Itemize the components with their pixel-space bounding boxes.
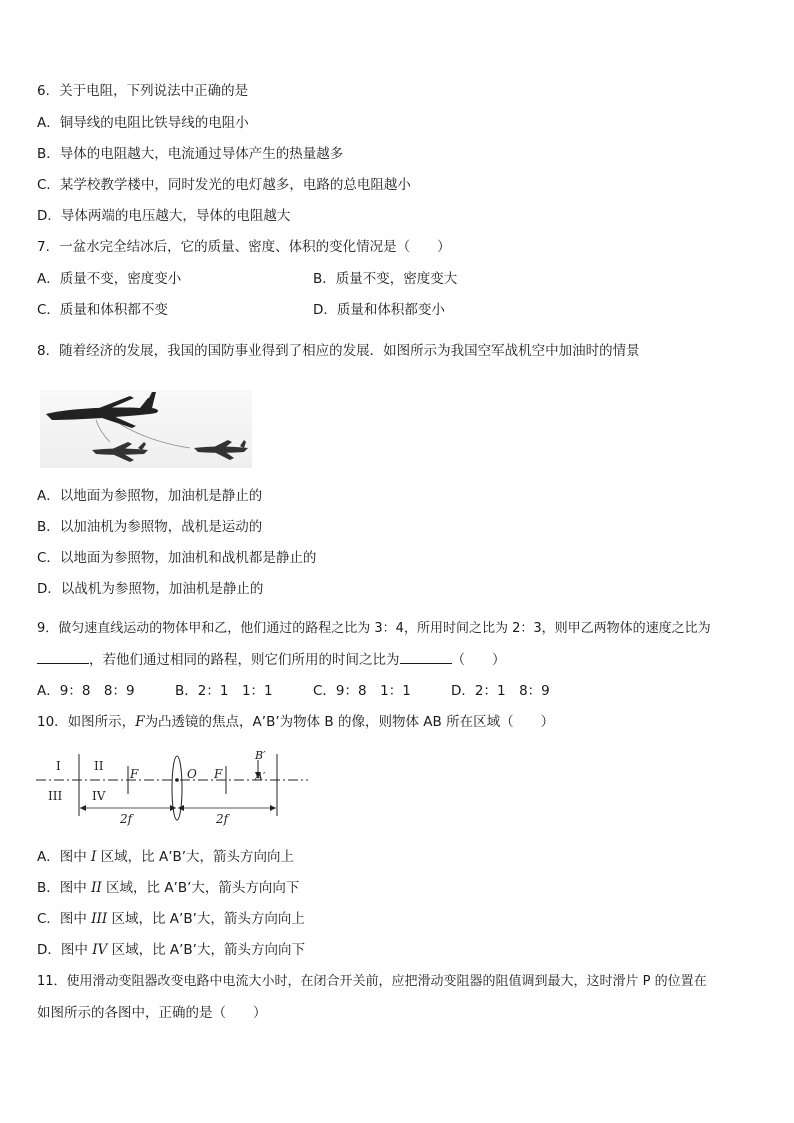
region-label-ii: II xyxy=(94,759,104,773)
q8-option-a: A．以地面为参照物，加油机是静止的 xyxy=(37,488,263,504)
q7-option-d: D．质量和体积都变小 xyxy=(313,302,445,318)
region-label-iii: III xyxy=(48,789,63,803)
distance-label-2f-left: 2f xyxy=(120,812,133,826)
q9-stem-line2: ，若他们通过相同的路程，则它们所用的时间之比为 （ ） xyxy=(37,651,506,669)
q9-option-d: D．2：1 8：9 xyxy=(451,683,550,699)
q10-option-a: A．图中 I 区域，比 A’B’大，箭头方向向上 xyxy=(37,849,295,865)
q10-stem: 10．如图所示，F为凸透镜的焦点，A’B’为物体 B 的像，则物体 AB 所在区域（ ） xyxy=(37,714,555,730)
q10-option-d: D．图中 IV 区域，比 A’B’大，箭头方向向下 xyxy=(37,942,305,958)
image-label-b-prime: B′ xyxy=(255,749,266,762)
answer-blank-2 xyxy=(400,651,452,664)
q7-option-a: A．质量不变，密度变小 xyxy=(37,271,182,287)
q7-option-c: C．质量和体积都不变 xyxy=(37,302,168,318)
q7-option-b: B．质量不变，密度变大 xyxy=(313,271,458,287)
answer-blank-1 xyxy=(37,651,89,664)
focal-label-left: F xyxy=(130,767,139,781)
q10-option-b: B．图中 II 区域，比 A’B’大，箭头方向向下 xyxy=(37,880,300,896)
q9-stem-line1: 9．做匀速直线运动的物体甲和乙，他们通过的路程之比为 3：4，所用时间之比为 2：3，则甲乙两物体的速度之比为 xyxy=(37,621,711,636)
distance-label-2f-right: 2f xyxy=(216,812,229,826)
q10-option-c: C．图中 III 区域，比 A’B’大，箭头方向向上 xyxy=(37,911,305,927)
q6-option-b: B．导体的电阻越大，电流通过导体产生的热量越多 xyxy=(37,146,344,162)
focal-label-right: F xyxy=(214,767,223,781)
image-label-a-prime: A′ xyxy=(255,770,266,783)
lens-diagram xyxy=(36,748,311,828)
q8-option-d: D．以战机为参照物，加油机是静止的 xyxy=(37,581,264,597)
q11-stem-line1: 11．使用滑动变阻器改变电路中电流大小时，在闭合开关前，应把滑动变阻器的阻值调到最大，这时滑片 P 的位置在 xyxy=(37,974,707,989)
q8-option-b: B．以加油机为参照物，战机是运动的 xyxy=(37,519,263,535)
q9-option-b: B．2：1 1：1 xyxy=(175,683,273,699)
q6-option-c: C．某学校教学楼中，同时发光的电灯越多，电路的总电阻越小 xyxy=(37,177,411,193)
q9-option-c: C．9：8 1：1 xyxy=(313,683,411,699)
q9-option-a: A．9：8 8：9 xyxy=(37,683,135,699)
center-label-o: O xyxy=(187,767,197,781)
region-label-iv: IV xyxy=(92,789,106,803)
q8-option-c: C．以地面为参照物，加油机和战机都是静止的 xyxy=(37,550,317,566)
region-label-i: I xyxy=(56,759,61,773)
aerial-refueling-figure xyxy=(40,384,255,474)
q11-stem-line2: 如图所示的各图中，正确的是（ ） xyxy=(37,1005,267,1021)
q6-option-d: D．导体两端的电压越大，导体的电阻越大 xyxy=(37,208,291,224)
q8-stem: 8．随着经济的发展，我国的国防事业得到了相应的发展．如图所示为我国空军战机空中加油时的情景 xyxy=(37,343,640,359)
q7-stem: 7．一盆水完全结冰后，它的质量、密度、体积的变化情况是（ ） xyxy=(37,239,451,255)
q6-stem: 6．关于电阻，下列说法中正确的是 xyxy=(37,83,249,99)
q6-option-a: A．铜导线的电阻比铁导线的电阻小 xyxy=(37,115,249,131)
